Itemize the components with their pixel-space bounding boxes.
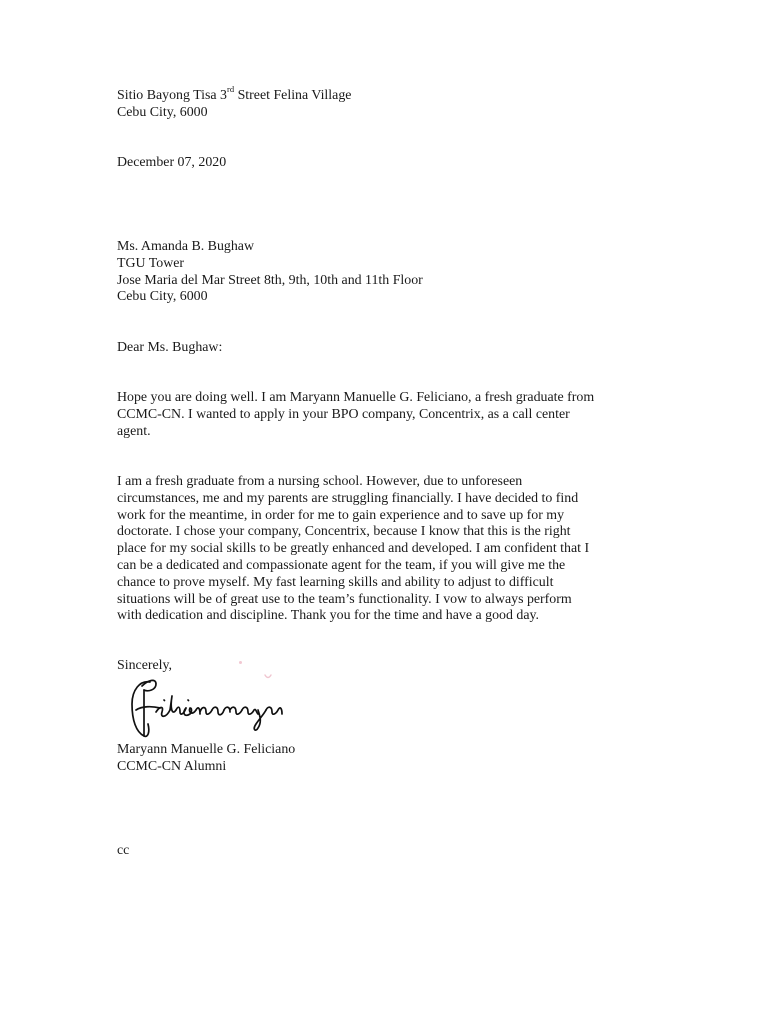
letter-date [117, 155, 657, 172]
signer-name: Maryann Manuelle G. Feliciano [117, 742, 296, 757]
recipient-address [117, 239, 657, 306]
sender-address-sup: rd [227, 84, 235, 95]
body-paragraph-1 [117, 390, 657, 440]
ink-dot [239, 661, 242, 664]
paragraph-line: doctorate. I chose your company, Concentrix, because I know that this is the right [117, 524, 571, 540]
paragraph-line: situations will be of great use to the team’s functionality. I vow to always perform [117, 591, 572, 607]
closing-text: Sincerely, [117, 658, 173, 673]
recipient-building: TGU Tower [117, 255, 185, 271]
salutation [117, 340, 657, 357]
paragraph-line: CCMC-CN. I wanted to apply in your BPO company, Concentrix, as a call center [117, 406, 570, 422]
cc-text: cc [117, 843, 130, 858]
salutation-text: Dear Ms. Bughaw: [117, 340, 223, 355]
sender-address [117, 84, 657, 122]
paragraph-line: Hope you are doing well. I am Maryann Manuelle G. Feliciano, a fresh graduate from [117, 390, 595, 405]
sender-city: Cebu City, 6000 [117, 104, 208, 120]
signer-block [117, 742, 657, 776]
date-text: December 07, 2020 [117, 155, 227, 170]
cc-line [117, 843, 657, 860]
paragraph-line: chance to prove myself. My fast learning skills and ability to adjust to difficult [117, 574, 554, 590]
sender-address-pre: Sitio Bayong Tisa 3 [117, 88, 227, 103]
recipient-city: Cebu City, 6000 [117, 289, 208, 305]
sender-address-line [117, 84, 657, 105]
paragraph-line: work for the meantime, in order for me to gain experience and to save up for my [117, 507, 565, 523]
signer-title: CCMC-CN Alumni [117, 758, 227, 774]
recipient-street: Jose Maria del Mar Street 8th, 9th, 10th and 11th Floor [117, 272, 423, 288]
paragraph-line: can be a dedicated and compassionate agent for the team, if you will give me the [117, 557, 566, 573]
paragraph-line: place for my social skills to be greatly enhanced and developed. I am confident that I [117, 541, 590, 557]
paragraph-line: I am a fresh graduate from a nursing school. However, due to unforeseen [117, 474, 523, 489]
signature-image [126, 676, 286, 744]
paragraph-line: circumstances, me and my parents are struggling financially. I have decided to find [117, 490, 579, 506]
paragraph-line: with dedication and discipline. Thank you for the time and have a good day. [117, 608, 540, 624]
closing [117, 658, 657, 675]
paragraph-line: agent. [117, 423, 151, 439]
body-paragraph-2 [117, 474, 657, 625]
recipient-name: Ms. Amanda B. Bughaw [117, 239, 254, 254]
sender-address-post: Street Felina Village [234, 88, 352, 103]
